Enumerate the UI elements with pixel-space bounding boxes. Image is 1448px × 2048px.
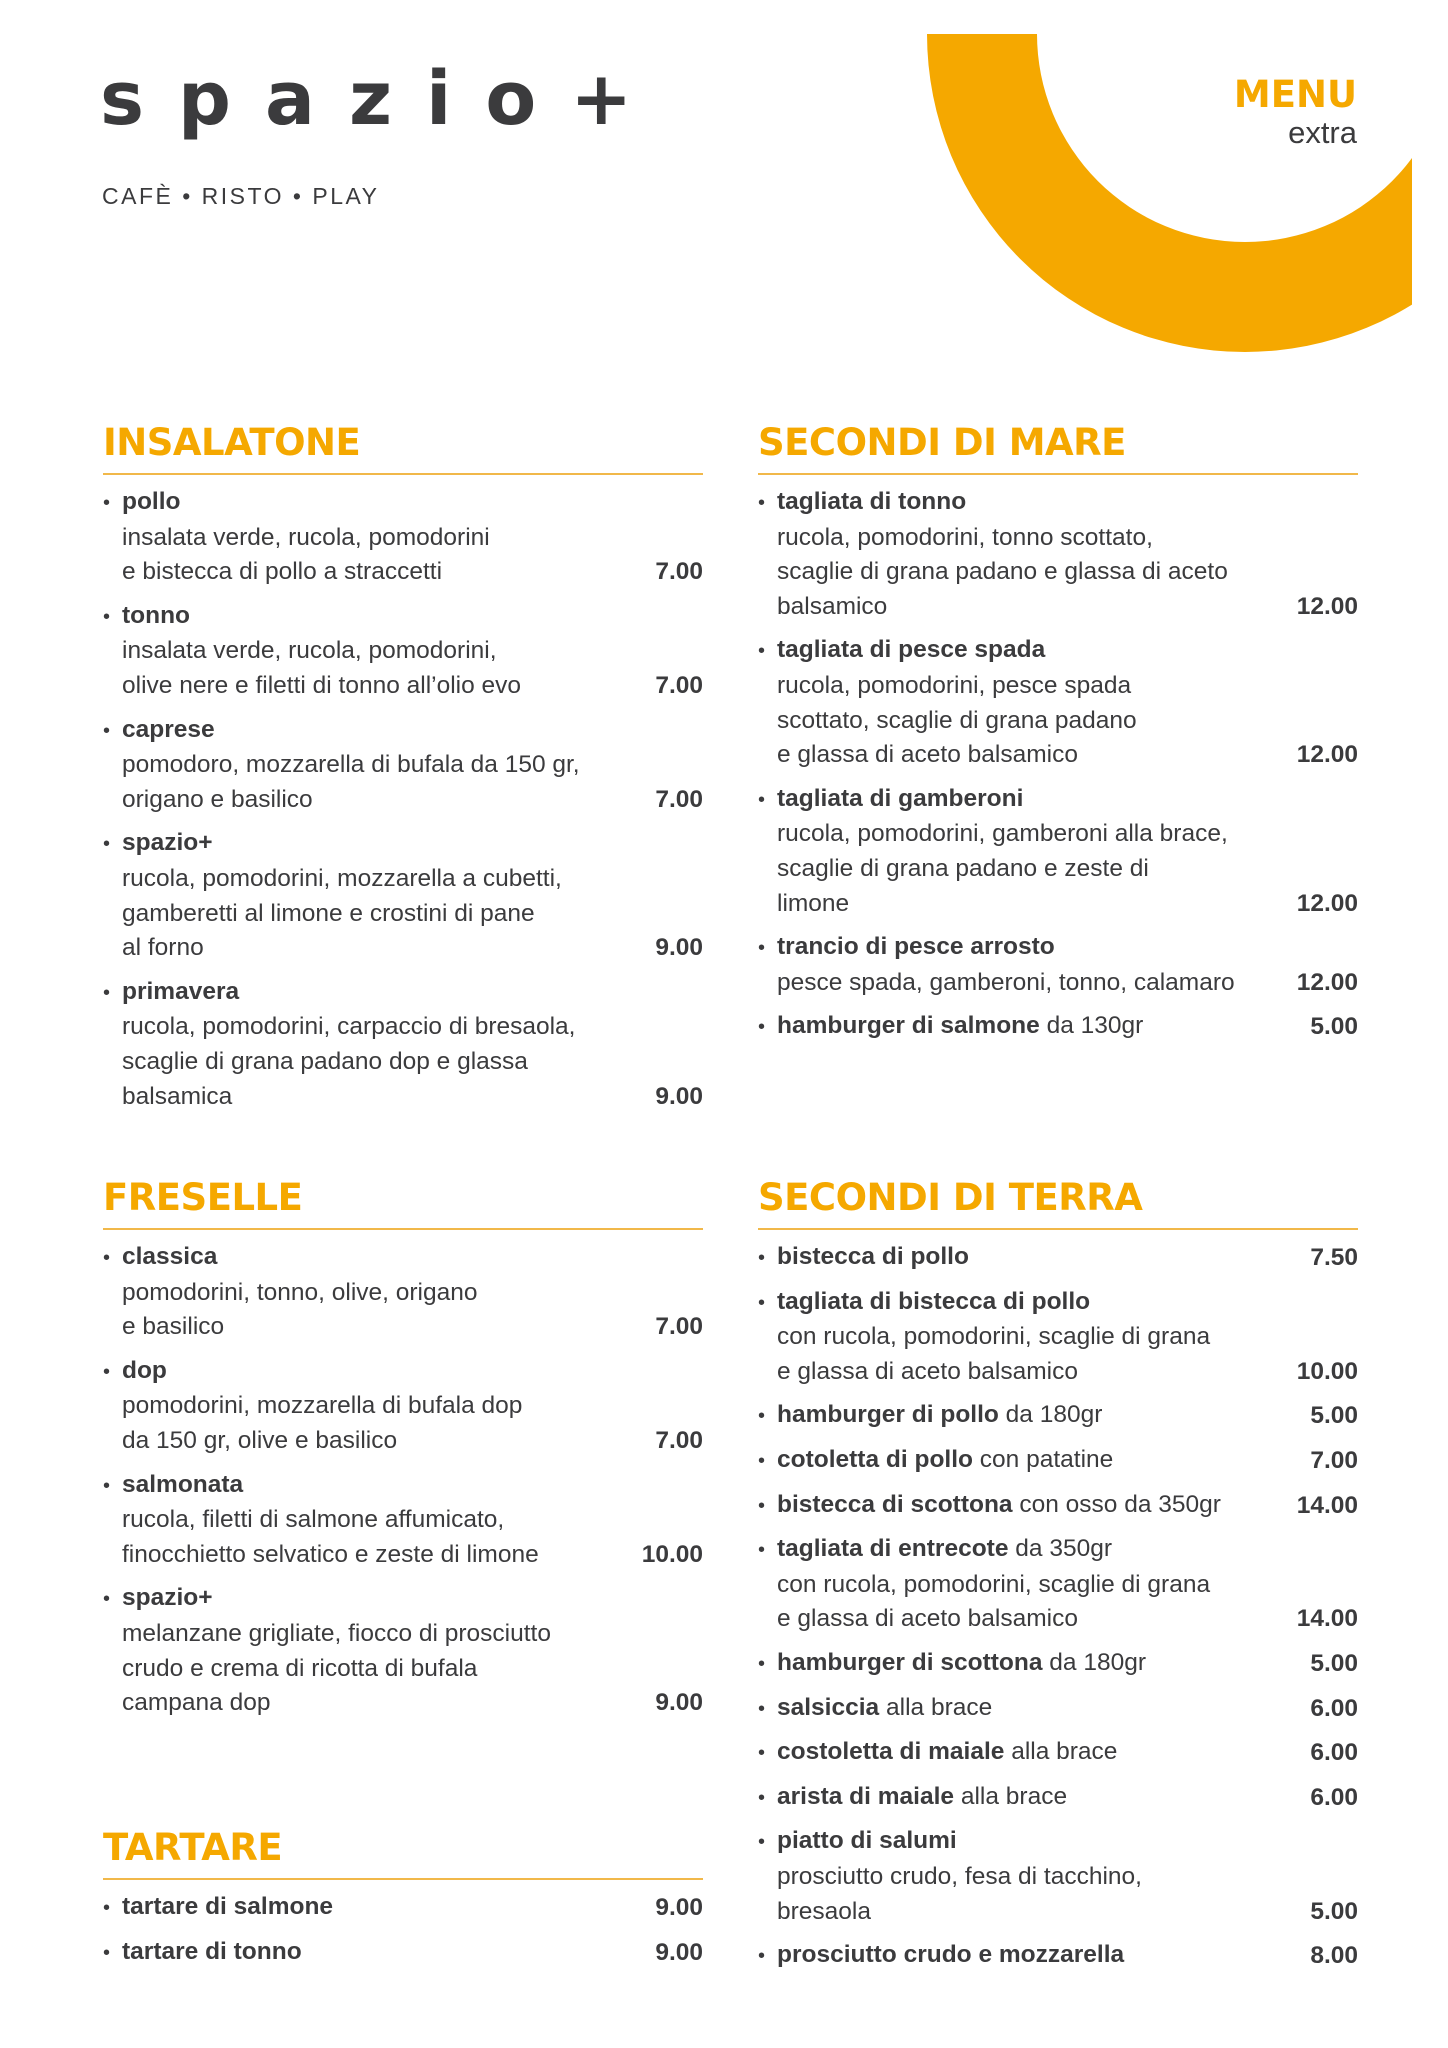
menu-item	[758, 1240, 1358, 1276]
bullet-icon: •	[103, 1474, 111, 1497]
menu-item	[758, 1532, 1358, 1637]
menu-item-name-line	[758, 1735, 1358, 1771]
menu-item-description	[103, 862, 703, 966]
menu-item-name-line	[103, 1935, 703, 1971]
menu-item-name-line	[758, 1285, 1358, 1321]
menu-item-qualifier: alla brace	[954, 1782, 1068, 1810]
menu-item-description	[103, 1617, 703, 1721]
menu-item-name: bistecca di scottona	[777, 1490, 1013, 1518]
section-secondi-di-mare	[758, 421, 1358, 1054]
menu-item-name: cotoletta di pollo	[777, 1445, 973, 1473]
menu-item-name: pollo	[122, 488, 181, 515]
section-insalatone	[103, 421, 703, 1123]
section-title: FRESELLE	[103, 1176, 303, 1219]
description-line: e glassa di aceto balsamico	[777, 1605, 1078, 1633]
description-line: balsamico	[777, 592, 888, 620]
menu-item-name: hamburger di pollo	[777, 1401, 999, 1429]
menu-item-name-line	[758, 1443, 1358, 1479]
description-line: bresaola	[777, 1897, 871, 1925]
menu-item-price: 5.00	[1310, 1402, 1358, 1430]
menu-item-name: tonno	[122, 601, 191, 629]
menu-item-description	[758, 1320, 1358, 1389]
description-line: scaglie di grana padano e zeste di	[777, 854, 1149, 882]
menu-item-name-line	[758, 1009, 1358, 1045]
menu-item-qualifier: da 130gr	[1039, 1012, 1144, 1040]
description-line: origano e basilico	[122, 785, 313, 813]
menu-item	[758, 633, 1358, 772]
bullet-icon: •	[758, 1831, 766, 1854]
section-title: INSALATONE	[103, 421, 361, 464]
menu-item	[758, 1285, 1358, 1390]
menu-item-qualifier: da 180gr	[998, 1401, 1103, 1429]
description-line: pomodoro, mozzarella di bufala da 150 gr,	[122, 751, 580, 779]
menu-item	[758, 1780, 1358, 1816]
menu-item-name-line	[103, 485, 703, 521]
menu-item-price: 9.00	[655, 1938, 703, 1966]
menu-item-price: 14.00	[1296, 1605, 1358, 1633]
menu-item-name: spazio+	[122, 1584, 213, 1612]
description-line: pomodorini, tonno, olive, origano	[122, 1278, 478, 1306]
description-line: limone	[777, 889, 850, 917]
description-line: insalata verde, rucola, pomodorini	[122, 523, 490, 551]
menu-item-price: 8.00	[1310, 1942, 1358, 1970]
menu-item-qualifier: con patatine	[973, 1445, 1114, 1473]
description-line: insalata verde, rucola, pomodorini,	[122, 637, 497, 665]
description-line: con rucola, pomodorini, scaglie di grana	[777, 1323, 1211, 1351]
description-line: e glassa di aceto balsamico	[777, 1357, 1078, 1385]
menu-item-description	[103, 634, 703, 703]
bullet-icon: •	[758, 492, 766, 514]
brand-tagline: CAFÈ • RISTO • PLAY	[102, 183, 380, 209]
menu-item-name: tagliata di pesce spada	[777, 636, 1046, 664]
menu-item-name-line	[103, 1354, 703, 1390]
menu-item	[758, 1735, 1358, 1771]
bullet-icon: •	[758, 1405, 766, 1428]
menu-item-name: costoletta di maiale	[777, 1738, 1005, 1766]
description-line: al forno	[122, 934, 204, 962]
menu-item-price: 9.00	[655, 1689, 703, 1717]
menu-item-name-line	[103, 1890, 703, 1926]
description-line: rucola, pomodorini, mozzarella a cubetti,	[122, 864, 562, 892]
menu-item-price: 5.00	[1310, 1897, 1358, 1925]
menu-item-name: primavera	[122, 977, 240, 1005]
menu-item	[103, 1890, 703, 1926]
section-divider	[103, 1228, 703, 1230]
description-line: campana dop	[122, 1689, 271, 1717]
menu-title	[1233, 73, 1357, 150]
menu-item-qualifier: da 350gr	[1008, 1535, 1112, 1563]
menu-item-price: 7.50	[1310, 1244, 1358, 1271]
bullet-icon: •	[103, 1247, 111, 1269]
menu-item-name: classica	[122, 1243, 218, 1270]
menu-item-price: 14.00	[1296, 1491, 1358, 1519]
menu-item-price: 10.00	[1296, 1357, 1358, 1385]
section-title: TARTARE	[103, 1826, 283, 1869]
description-line: scaglie di grana padano dop e glassa	[122, 1047, 528, 1075]
description-line: finocchietto selvatico e zeste di limone	[122, 1540, 539, 1568]
description-line: rucola, pomodorini, gamberoni alla brace,	[777, 820, 1228, 848]
menu-item-name: piatto di salumi	[777, 1827, 957, 1855]
menu-item-name-line	[758, 1398, 1358, 1434]
description-line: olive nere e filetti di tonno all’olio evo	[122, 671, 522, 699]
section-title: SECONDI DI MARE	[758, 421, 1126, 464]
menu-item-price: 5.00	[1310, 1649, 1358, 1677]
menu-item-name-line	[103, 826, 703, 862]
menu-item-price: 9.00	[655, 1894, 703, 1921]
menu-item-price: 7.00	[655, 785, 703, 813]
menu-item	[758, 1938, 1358, 1974]
menu-item-description	[758, 817, 1358, 921]
menu-item-price: 12.00	[1296, 968, 1358, 996]
brand-logo: spazio+	[100, 56, 667, 142]
menu-item-name: tartare di salmone	[122, 1893, 334, 1920]
menu-item-description	[103, 521, 703, 590]
menu-item-name-line	[103, 713, 703, 749]
section-divider	[103, 473, 703, 475]
description-line: prosciutto crudo, fesa di tacchino,	[777, 1862, 1142, 1890]
menu-item-qualifier: alla brace	[879, 1693, 993, 1721]
menu-item-description	[103, 748, 703, 817]
bullet-icon: •	[758, 1016, 766, 1039]
menu-item-price: 10.00	[641, 1540, 703, 1568]
menu-item-price: 12.00	[1296, 741, 1358, 769]
menu-item-name-line	[103, 1240, 703, 1276]
menu-item-price: 5.00	[1310, 1013, 1358, 1041]
menu-item-qualifier: con osso da 350gr	[1012, 1490, 1221, 1518]
menu-item-name: salsiccia	[777, 1693, 880, 1721]
bullet-icon: •	[103, 1897, 111, 1919]
menu-item-price: 6.00	[1310, 1783, 1358, 1811]
menu-item	[758, 1443, 1358, 1479]
section-freselle	[103, 1176, 703, 1730]
menu-item-name-line	[758, 1532, 1358, 1568]
menu-item	[758, 930, 1358, 1000]
menu-item-name: tagliata di bistecca di pollo	[777, 1287, 1091, 1315]
section-secondi-di-terra	[758, 1176, 1358, 1983]
description-line: balsamica	[122, 1082, 233, 1110]
menu-item-description	[103, 1276, 703, 1345]
description-line: gamberetti al limone e crostini di pane	[122, 899, 535, 927]
menu-item	[758, 1646, 1358, 1682]
bullet-icon: •	[758, 1945, 766, 1968]
menu-item-name-line	[758, 633, 1358, 669]
menu-item-description	[758, 521, 1358, 625]
menu-item-name: arista di maiale	[777, 1782, 955, 1810]
menu-item-description	[758, 669, 1358, 773]
description-line: scottato, scaglie di grana padano	[777, 706, 1137, 734]
description-line: e basilico	[122, 1313, 225, 1341]
menu-item-name: hamburger di scottona	[777, 1648, 1043, 1676]
menu-item	[103, 713, 703, 818]
menu-item-name: salmonata	[122, 1470, 244, 1498]
menu-item-name-line	[758, 782, 1358, 818]
menu-item-price: 12.00	[1296, 889, 1358, 917]
menu-item-name: tagliata di tonno	[777, 488, 967, 515]
menu-item-name: bistecca di pollo	[777, 1243, 969, 1270]
menu-label: MENU	[1233, 73, 1357, 116]
menu-item-name: caprese	[122, 715, 215, 743]
menu-item-name-line	[758, 1824, 1358, 1860]
menu-item-description	[103, 1503, 703, 1572]
menu-item	[103, 1581, 703, 1720]
bullet-icon: •	[758, 788, 766, 811]
bullet-icon: •	[758, 1742, 766, 1765]
menu-item-name: tagliata di entrecote	[777, 1535, 1009, 1563]
description-line: con rucola, pomodorini, scaglie di grana	[777, 1570, 1211, 1598]
bullet-icon: •	[758, 1786, 766, 1809]
menu-item	[758, 485, 1358, 624]
section-title: SECONDI DI TERRA	[758, 1176, 1143, 1219]
bullet-icon: •	[758, 1539, 766, 1562]
bullet-icon: •	[103, 833, 111, 856]
menu-item	[103, 1935, 703, 1971]
bullet-icon: •	[758, 1449, 766, 1472]
section-divider	[103, 1878, 703, 1880]
menu-item-name: tagliata di gamberoni	[777, 784, 1024, 812]
menu-item-price: 9.00	[655, 934, 703, 962]
menu-item	[103, 1240, 703, 1345]
menu-item-price: 7.00	[655, 1313, 703, 1341]
menu-item-name: hamburger di salmone	[777, 1012, 1040, 1040]
bullet-icon: •	[758, 1494, 766, 1517]
description-line: rucola, pomodorini, pesce spada	[777, 671, 1132, 699]
menu-item-price: 9.00	[655, 1082, 703, 1110]
menu-item-name-line	[758, 1691, 1358, 1727]
menu-item-name-line	[758, 1646, 1358, 1682]
bullet-icon: •	[103, 719, 111, 742]
menu-item	[758, 1009, 1358, 1045]
menu-item-name: spazio+	[122, 829, 213, 857]
menu-item-name-line	[758, 485, 1358, 521]
bullet-icon: •	[758, 1247, 766, 1269]
menu-item	[103, 485, 703, 590]
bullet-icon: •	[103, 605, 111, 628]
bullet-icon: •	[758, 1652, 766, 1675]
description-line: e bistecca di pollo a straccetti	[122, 558, 443, 586]
menu-item-description	[103, 1010, 703, 1114]
menu-item-name: trancio di pesce arrosto	[777, 933, 1055, 961]
menu-sublabel: extra	[1288, 115, 1357, 150]
menu-item-qualifier: da 180gr	[1042, 1648, 1146, 1676]
menu-item-name-line	[758, 1240, 1358, 1276]
menu-item-name-line	[758, 1780, 1358, 1816]
menu-item	[758, 1398, 1358, 1434]
bullet-icon: •	[758, 640, 766, 663]
menu-item-name-line	[103, 975, 703, 1011]
menu-item-description	[758, 1860, 1358, 1929]
description-line: rucola, filetti di salmone affumicato,	[122, 1506, 505, 1534]
bullet-icon: •	[103, 492, 111, 514]
menu-item-name: prosciutto crudo e mozzarella	[777, 1941, 1125, 1969]
menu-item	[103, 599, 703, 704]
menu-item-price: 6.00	[1310, 1739, 1358, 1767]
menu-item-description	[758, 1568, 1358, 1637]
menu-item-name: tartare di tonno	[122, 1937, 302, 1965]
menu-item-price: 7.00	[1310, 1446, 1358, 1474]
description-line: crudo e crema di ricotta di bufala	[122, 1654, 478, 1682]
bullet-icon: •	[103, 1360, 111, 1383]
menu-item-name-line	[758, 1488, 1358, 1524]
menu-item	[103, 1354, 703, 1459]
description-line: melanzane grigliate, fiocco di prosciutto	[122, 1619, 551, 1647]
menu-item-price: 7.00	[655, 558, 703, 586]
menu-item-name: dop	[122, 1356, 167, 1384]
section-divider	[758, 1228, 1358, 1230]
section-tartare	[103, 1826, 703, 1979]
menu-item-price: 12.00	[1296, 592, 1358, 620]
section-divider	[758, 473, 1358, 475]
menu-item-description	[758, 966, 1358, 1001]
bullet-icon: •	[103, 1588, 111, 1611]
menu-item-price: 7.00	[655, 1426, 703, 1454]
description-line: scaglie di grana padano e glassa di aceto	[777, 558, 1228, 586]
menu-item	[758, 1824, 1358, 1929]
menu-item-name-line	[758, 1938, 1358, 1974]
description-line: pesce spada, gamberoni, tonno, calamaro	[777, 968, 1235, 996]
menu-item	[103, 826, 703, 965]
menu-item-name-line	[103, 1468, 703, 1504]
menu-item	[103, 1468, 703, 1573]
menu-item-name-line	[103, 1581, 703, 1617]
menu-item-name-line	[758, 930, 1358, 966]
menu-item-description	[103, 1389, 703, 1458]
menu-item-price: 7.00	[655, 671, 703, 699]
description-line: da 150 gr, olive e basilico	[122, 1426, 398, 1454]
description-line: pomodorini, mozzarella di bufala dop	[122, 1392, 523, 1420]
bullet-icon: •	[103, 981, 111, 1004]
menu-item-name-line	[103, 599, 703, 635]
description-line: rucola, pomodorini, tonno scottato,	[777, 523, 1153, 551]
bullet-icon: •	[758, 937, 766, 960]
menu-item-price: 6.00	[1310, 1694, 1358, 1722]
bullet-icon: •	[758, 1291, 766, 1314]
bullet-icon: •	[103, 1941, 111, 1964]
description-line: rucola, pomodorini, carpaccio di bresaola,	[122, 1013, 576, 1041]
menu-item	[758, 1488, 1358, 1524]
menu-item	[758, 782, 1358, 921]
menu-item	[103, 975, 703, 1114]
menu-item-qualifier: alla brace	[1004, 1738, 1118, 1766]
bullet-icon: •	[758, 1697, 766, 1720]
menu-item	[758, 1691, 1358, 1727]
description-line: e glassa di aceto balsamico	[777, 741, 1078, 769]
